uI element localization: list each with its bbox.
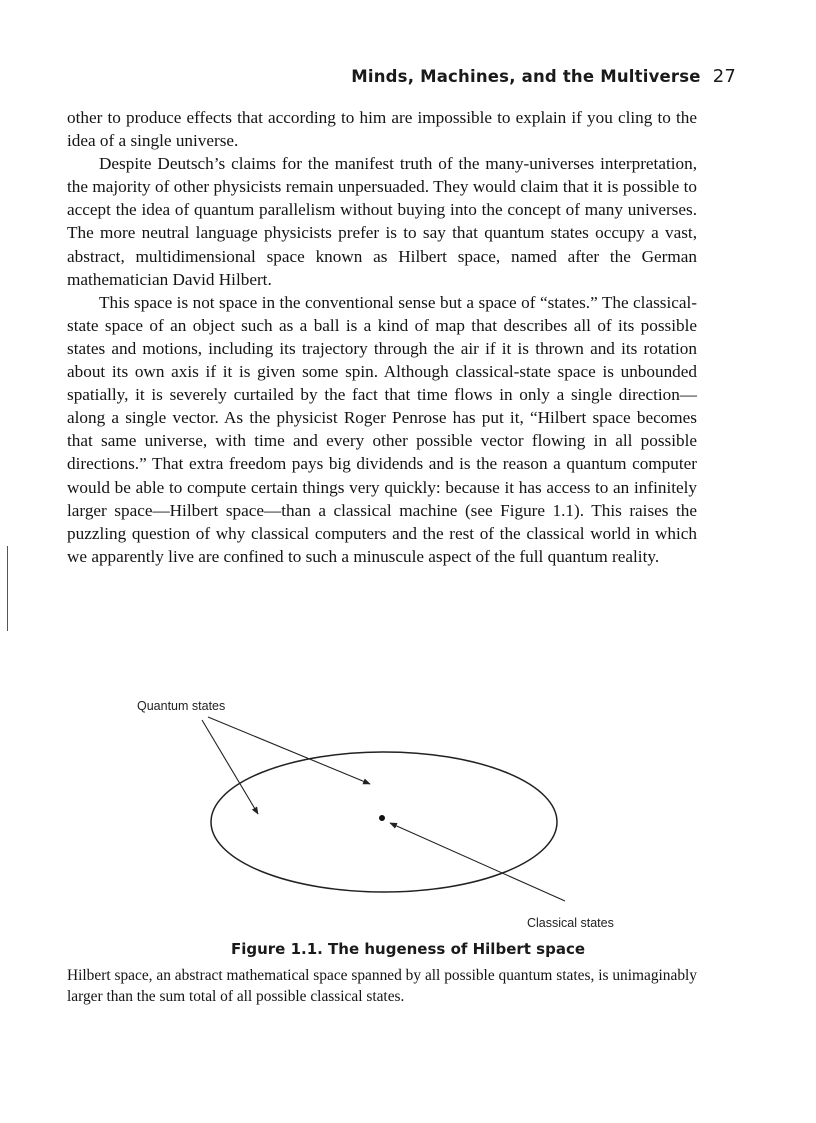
figure-hilbert-space [0, 690, 816, 940]
classical-state-dot [379, 815, 385, 821]
paragraph-2: Despite Deutsch’s claims for the manifest truth of the many-universes interpretation, the majority of other physicists remain unpersuaded. They would claim that it is possible to accept the idea of quantum parallelism without buying into the concept of many universes. The more neutral language physicists prefer is to say that quantum states occupy a vast, abstract, multidimensional space known as Hilbert space, named after the German mathematician David Hilbert. [67, 154, 697, 289]
running-title: Minds, Machines, and the Multiverse [351, 67, 701, 86]
running-head [351, 66, 736, 87]
body-text [67, 106, 697, 568]
page-number: 27 [712, 66, 736, 87]
figure-caption-title: Figure 1.1. The hugeness of Hilbert space [230, 940, 586, 958]
hilbert-ellipse [211, 752, 557, 892]
paragraph-3: This space is not space in the conventional sense but a space of “states.” The classical-state space of an object such as a ball is a kind of map that describes all of its possible states and motions, including its trajectory through the air if it is thrown and its rotation about its own axis if it is given some spin. Although classical-state space is unbounded spatially, it is severely curtailed by the fact that time flows in only a single direction—along a single vector. As the physicist Roger Penrose has put it, “Hilbert space becomes that same universe, with time and every other possible vector flowing in all possible directions.” That extra freedom pays big dividends and is the reason a quantum computer would be able to compute certain things very quickly: because it has access to an infinitely larger space—Hilbert space—than a classical machine (see Figure 1.1). This raises the puzzling question of why classical computers and the rest of the classical world in which we apparently live are confined to such a minuscule aspect of the full quantum reality. [67, 292, 697, 566]
hilbert-diagram [0, 690, 816, 940]
paragraph-1: other to produce effects that according to him are impossible to explain if you cling to the idea of a single universe. [67, 108, 697, 151]
figure-caption-text: Hilbert space, an abstract mathematical space spanned by all possible quantum states, is unimaginably larger than the sum total of all possible classical states. [67, 967, 697, 1005]
arrow-classical [390, 823, 565, 901]
margin-mark [7, 546, 8, 631]
arrow-quantum-2 [208, 717, 370, 784]
label-quantum-states: Quantum states [137, 699, 226, 713]
label-classical-states: Classical states [527, 916, 614, 930]
